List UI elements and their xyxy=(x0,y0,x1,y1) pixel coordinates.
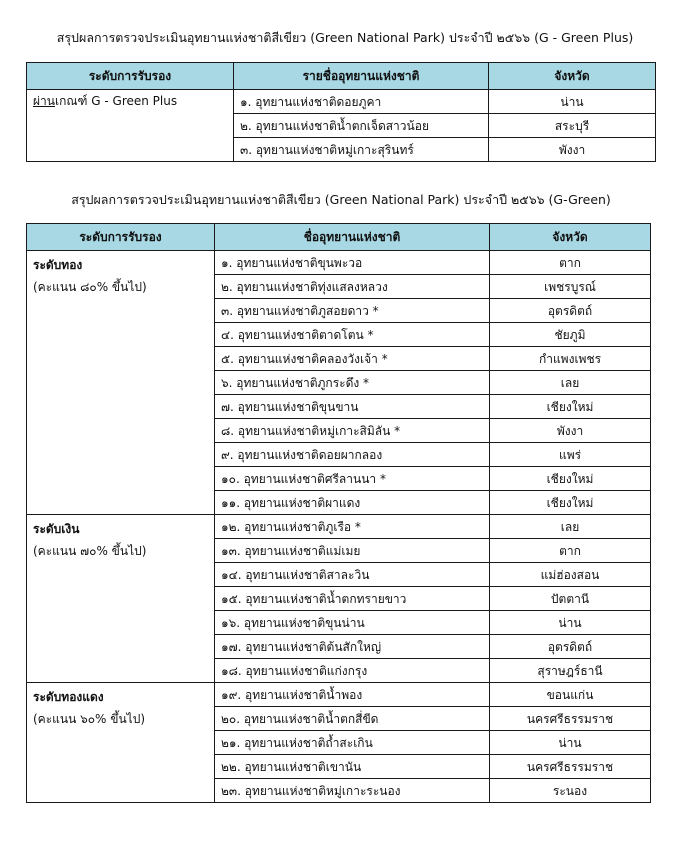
table1-title: สรุปผลการตรวจประเมินอุทยานแห่งชาติสีเขียว (Green National Park) ประจำปี ๒๕๖๖ (G - Green Plus) xyxy=(56,30,634,45)
province: น่าน xyxy=(490,731,651,755)
park-name: ๑๔. อุทยานแห่งชาติสาละวิน xyxy=(215,563,490,587)
province: เชียงใหม่ xyxy=(490,395,651,419)
province: สุราษฎร์ธานี xyxy=(490,659,651,683)
green-plus-table xyxy=(26,62,656,162)
table-row xyxy=(27,90,656,114)
province: นครศรีธรรมราช xyxy=(490,755,651,779)
level-score: (คะแนน ๗๐% ขึ้นไป) xyxy=(33,544,147,558)
province: ระนอง xyxy=(490,779,651,803)
table-row xyxy=(27,683,651,707)
table-row xyxy=(27,515,651,539)
level-underlined-text: ผ่าน xyxy=(33,94,55,108)
park-name: ๓. อุทยานแห่งชาติหมู่เกาะสุรินทร์ xyxy=(234,138,489,162)
park-name: ๔. อุทยานแห่งชาติตาดโตน * xyxy=(215,323,490,347)
park-name: ๒. อุทยานแห่งชาติน้ำตกเจ็ดสาวน้อย xyxy=(234,114,489,138)
table1-header-level: ระดับการรับรอง xyxy=(27,63,234,90)
park-name: ๑. อุทยานแห่งชาติดอยภูคา xyxy=(234,90,489,114)
province: แพร่ xyxy=(490,443,651,467)
province: แม่ฮ่องสอน xyxy=(490,563,651,587)
park-name: ๒๓. อุทยานแห่งชาติหมู่เกาะระนอง xyxy=(215,779,490,803)
province: เลย xyxy=(490,371,651,395)
province: พังงา xyxy=(490,419,651,443)
level-criteria-text: เกณฑ์ G - Green Plus xyxy=(54,94,178,108)
park-name: ๒๒. อุทยานแห่งชาติเขานัน xyxy=(215,755,490,779)
province: เลย xyxy=(490,515,651,539)
park-name: ๑๒. อุทยานแห่งชาติภูเรือ * xyxy=(215,515,490,539)
certification-level-cell xyxy=(27,515,215,683)
table2-header-province: จังหวัด xyxy=(490,224,651,251)
province: นครศรีธรรมราช xyxy=(490,707,651,731)
park-name: ๑๙. อุทยานแห่งชาติน้ำพอง xyxy=(215,683,490,707)
table2-header-level: ระดับการรับรอง xyxy=(27,224,215,251)
park-name: ๑๐. อุทยานแห่งชาติศรีลานนา * xyxy=(215,467,490,491)
province: น่าน xyxy=(489,90,656,114)
level-score: (คะแนน ๖๐% ขึ้นไป) xyxy=(33,712,146,726)
park-name: ๑๗. อุทยานแห่งชาติต้นสักใหญ่ xyxy=(215,635,490,659)
province: กำแพงเพชร xyxy=(490,347,651,371)
park-name: ๖. อุทยานแห่งชาติภูกระดึง * xyxy=(215,371,490,395)
table1-level-cell xyxy=(27,90,234,162)
level-score: (คะแนน ๘๐% ขึ้นไป) xyxy=(33,280,147,294)
certification-level-cell xyxy=(27,251,215,515)
table2-header-row xyxy=(27,224,651,251)
level-name: ระดับทอง xyxy=(33,258,83,272)
park-name: ๑๓. อุทยานแห่งชาติแม่เมย xyxy=(215,539,490,563)
park-name: ๑๘. อุทยานแห่งชาติแก่งกรุง xyxy=(215,659,490,683)
province: เชียงใหม่ xyxy=(490,491,651,515)
park-name: ๑๖. อุทยานแห่งชาติขุนน่าน xyxy=(215,611,490,635)
park-name: ๒๐. อุทยานแห่งชาติน้ำตกสี่ขีด xyxy=(215,707,490,731)
table1-header-row xyxy=(27,63,656,90)
table2-body xyxy=(27,251,651,803)
province: อุตรดิตถ์ xyxy=(490,635,651,659)
province: พังงา xyxy=(489,138,656,162)
province: สระบุรี xyxy=(489,114,656,138)
table1-header-park: รายชื่ออุทยานแห่งชาติ xyxy=(234,63,489,90)
park-name: ๓. อุทยานแห่งชาติภูสอยดาว * xyxy=(215,299,490,323)
park-name: ๑๑. อุทยานแห่งชาติผาแดง xyxy=(215,491,490,515)
park-name: ๑. อุทยานแห่งชาติขุนพะวอ xyxy=(215,251,490,275)
table2-title: สรุปผลการตรวจประเมินอุทยานแห่งชาติสีเขียว (Green National Park) ประจำปี ๒๕๖๖ (G-Green) xyxy=(71,192,611,207)
province: ชัยภูมิ xyxy=(490,323,651,347)
level-name: ระดับทองแดง xyxy=(33,690,104,704)
table-row xyxy=(27,251,651,275)
park-name: ๙. อุทยานแห่งชาติดอยผากลอง xyxy=(215,443,490,467)
province: ตาก xyxy=(490,539,651,563)
park-name: ๒. อุทยานแห่งชาติทุ่งแสลงหลวง xyxy=(215,275,490,299)
province: น่าน xyxy=(490,611,651,635)
table1-header-province: จังหวัด xyxy=(489,63,656,90)
table2-header-park: ชื่ออุทยานแห่งชาติ xyxy=(215,224,490,251)
province: เพชรบูรณ์ xyxy=(490,275,651,299)
park-name: ๕. อุทยานแห่งชาติคลองวังเจ้า * xyxy=(215,347,490,371)
park-name: ๑๕. อุทยานแห่งชาติน้ำตกทรายขาว xyxy=(215,587,490,611)
province: ขอนแก่น xyxy=(490,683,651,707)
province: ปัตตานี xyxy=(490,587,651,611)
province: อุตรดิตถ์ xyxy=(490,299,651,323)
park-name: ๒๑. อุทยานแห่งชาติถ้ำสะเกิน xyxy=(215,731,490,755)
province: ตาก xyxy=(490,251,651,275)
g-green-table xyxy=(26,223,651,803)
park-name: ๗. อุทยานแห่งชาติขุนขาน xyxy=(215,395,490,419)
level-name: ระดับเงิน xyxy=(33,522,80,536)
province: เชียงใหม่ xyxy=(490,467,651,491)
certification-level-cell xyxy=(27,683,215,803)
park-name: ๘. อุทยานแห่งชาติหมู่เกาะสิมิลัน * xyxy=(215,419,490,443)
